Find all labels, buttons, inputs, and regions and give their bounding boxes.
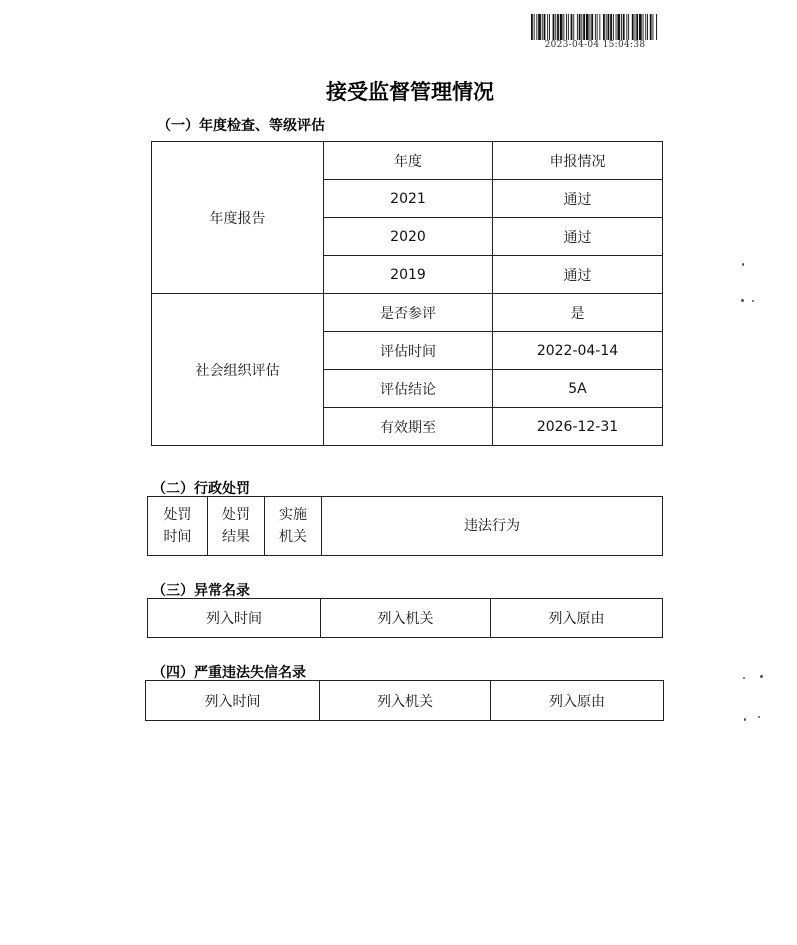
- evaluation-key: 评估结论: [324, 370, 493, 408]
- scan-speck: [760, 675, 763, 678]
- evaluation-value: 2026-12-31: [493, 408, 663, 446]
- col-header-listed-agency: 列入机关: [321, 599, 491, 638]
- barcode-bar: [617, 14, 620, 40]
- evaluation-key: 有效期至: [324, 408, 493, 446]
- section-3-title: （三）异常名录: [152, 583, 250, 599]
- barcode-bar: [563, 14, 564, 40]
- col-header-penalty-time: [148, 497, 208, 556]
- barcode-bar: [555, 14, 556, 40]
- header-line: 机关: [279, 529, 307, 545]
- table-header-row: [148, 497, 663, 556]
- barcode-bar: [590, 14, 591, 40]
- barcode-bar: [553, 14, 555, 40]
- barcode-bar: [650, 14, 652, 40]
- header-line: 处罚: [163, 507, 192, 523]
- serious-violation-list-table: [145, 680, 664, 721]
- barcode-bar: [621, 14, 622, 40]
- evaluation-key: 是否参评: [324, 294, 493, 332]
- barcode-bar: [626, 14, 627, 40]
- barcode-bar: [547, 14, 548, 40]
- barcode-bar: [595, 14, 596, 40]
- section-2-title: （二）行政处罚: [152, 481, 250, 497]
- barcode-bar: [647, 14, 648, 40]
- barcode-image: [531, 14, 658, 40]
- header-line: 处罚: [222, 507, 250, 523]
- table-header-row: [148, 599, 663, 638]
- scan-speck: [743, 677, 745, 679]
- barcode-bar: [560, 14, 563, 40]
- scan-speck: [741, 299, 744, 302]
- barcode-bar: [608, 14, 610, 40]
- barcode-bar: [616, 14, 617, 40]
- barcode-bar: [536, 14, 537, 40]
- section-4-title: （四）严重违法失信名录: [152, 665, 306, 681]
- table-row: [152, 142, 663, 180]
- barcode-bar: [581, 14, 582, 40]
- evaluation-label: 社会组织评估: [152, 294, 324, 446]
- report-year: 2020: [324, 218, 493, 256]
- report-year: 2021: [324, 180, 493, 218]
- barcode-bar: [542, 14, 543, 40]
- document-title: 接受监督管理情况: [326, 80, 494, 104]
- barcode-bar: [538, 14, 541, 40]
- barcode-bar: [549, 14, 550, 40]
- scan-speck: [744, 718, 746, 721]
- report-status: 通过: [493, 256, 663, 294]
- evaluation-value: 5A: [493, 370, 663, 408]
- scan-speck: [742, 263, 744, 266]
- barcode-bar: [534, 14, 535, 40]
- section-1-title: （一）年度检查、等级评估: [157, 118, 325, 134]
- col-header-year: 年度: [324, 142, 493, 180]
- annual-inspection-table: [151, 141, 663, 446]
- barcode-bar: [643, 14, 644, 40]
- barcode-bar: [591, 14, 593, 40]
- barcode-bar: [610, 14, 612, 40]
- report-status: 通过: [493, 218, 663, 256]
- barcode-bar: [656, 14, 657, 40]
- barcode-bar: [636, 14, 638, 40]
- barcode-bar: [531, 14, 533, 40]
- barcode-bar: [632, 14, 634, 40]
- barcode-bar: [613, 14, 614, 40]
- barcode-bar: [557, 14, 559, 40]
- header-line: 时间: [163, 529, 192, 545]
- evaluation-value: 是: [493, 294, 663, 332]
- scan-speck: [752, 300, 754, 302]
- col-header-listed-agency: 列入机关: [320, 681, 491, 721]
- barcode-bar: [597, 14, 598, 40]
- abnormal-list-table: [147, 598, 663, 638]
- col-header-listed-time: 列入时间: [148, 599, 321, 638]
- barcode-bar: [635, 14, 636, 40]
- col-header-listed-reason: 列入原由: [491, 599, 663, 638]
- barcode-bar: [603, 14, 605, 40]
- barcode-bar: [645, 14, 646, 40]
- evaluation-key: 评估时间: [324, 332, 493, 370]
- col-header-listed-time: 列入时间: [146, 681, 320, 721]
- barcode-bar: [577, 14, 578, 40]
- barcode-bar: [653, 14, 654, 40]
- barcode-bar: [586, 14, 589, 40]
- barcode-bar: [639, 14, 642, 40]
- report-status: 通过: [493, 180, 663, 218]
- barcode-bar: [568, 14, 569, 40]
- annual-report-label: 年度报告: [152, 142, 324, 294]
- barcode-timestamp: 2023-04-04 15:04:38: [544, 40, 646, 50]
- barcode-bar: [566, 14, 567, 40]
- barcode-bar: [579, 14, 581, 40]
- barcode-bar: [628, 14, 629, 40]
- col-header-status: 申报情况: [493, 142, 663, 180]
- barcode-bar: [583, 14, 585, 40]
- barcode-bar: [599, 14, 600, 40]
- col-header-violation: 违法行为: [322, 497, 663, 556]
- barcode-bar: [571, 14, 573, 40]
- scan-speck: [758, 716, 760, 718]
- report-year: 2019: [324, 256, 493, 294]
- barcode-bar: [623, 14, 625, 40]
- col-header-penalty-result: [208, 497, 265, 556]
- header-line: 实施: [279, 507, 307, 523]
- header-line: 结果: [222, 529, 250, 545]
- col-header-listed-reason: 列入原由: [491, 681, 664, 721]
- table-row: [152, 294, 663, 332]
- col-header-enforcing-agency: [265, 497, 322, 556]
- barcode-bar: [573, 14, 574, 40]
- barcode-bar: [606, 14, 607, 40]
- barcode-bar: [544, 14, 546, 40]
- administrative-penalty-table: [147, 496, 663, 556]
- evaluation-value: 2022-04-14: [493, 332, 663, 370]
- table-header-row: [146, 681, 664, 721]
